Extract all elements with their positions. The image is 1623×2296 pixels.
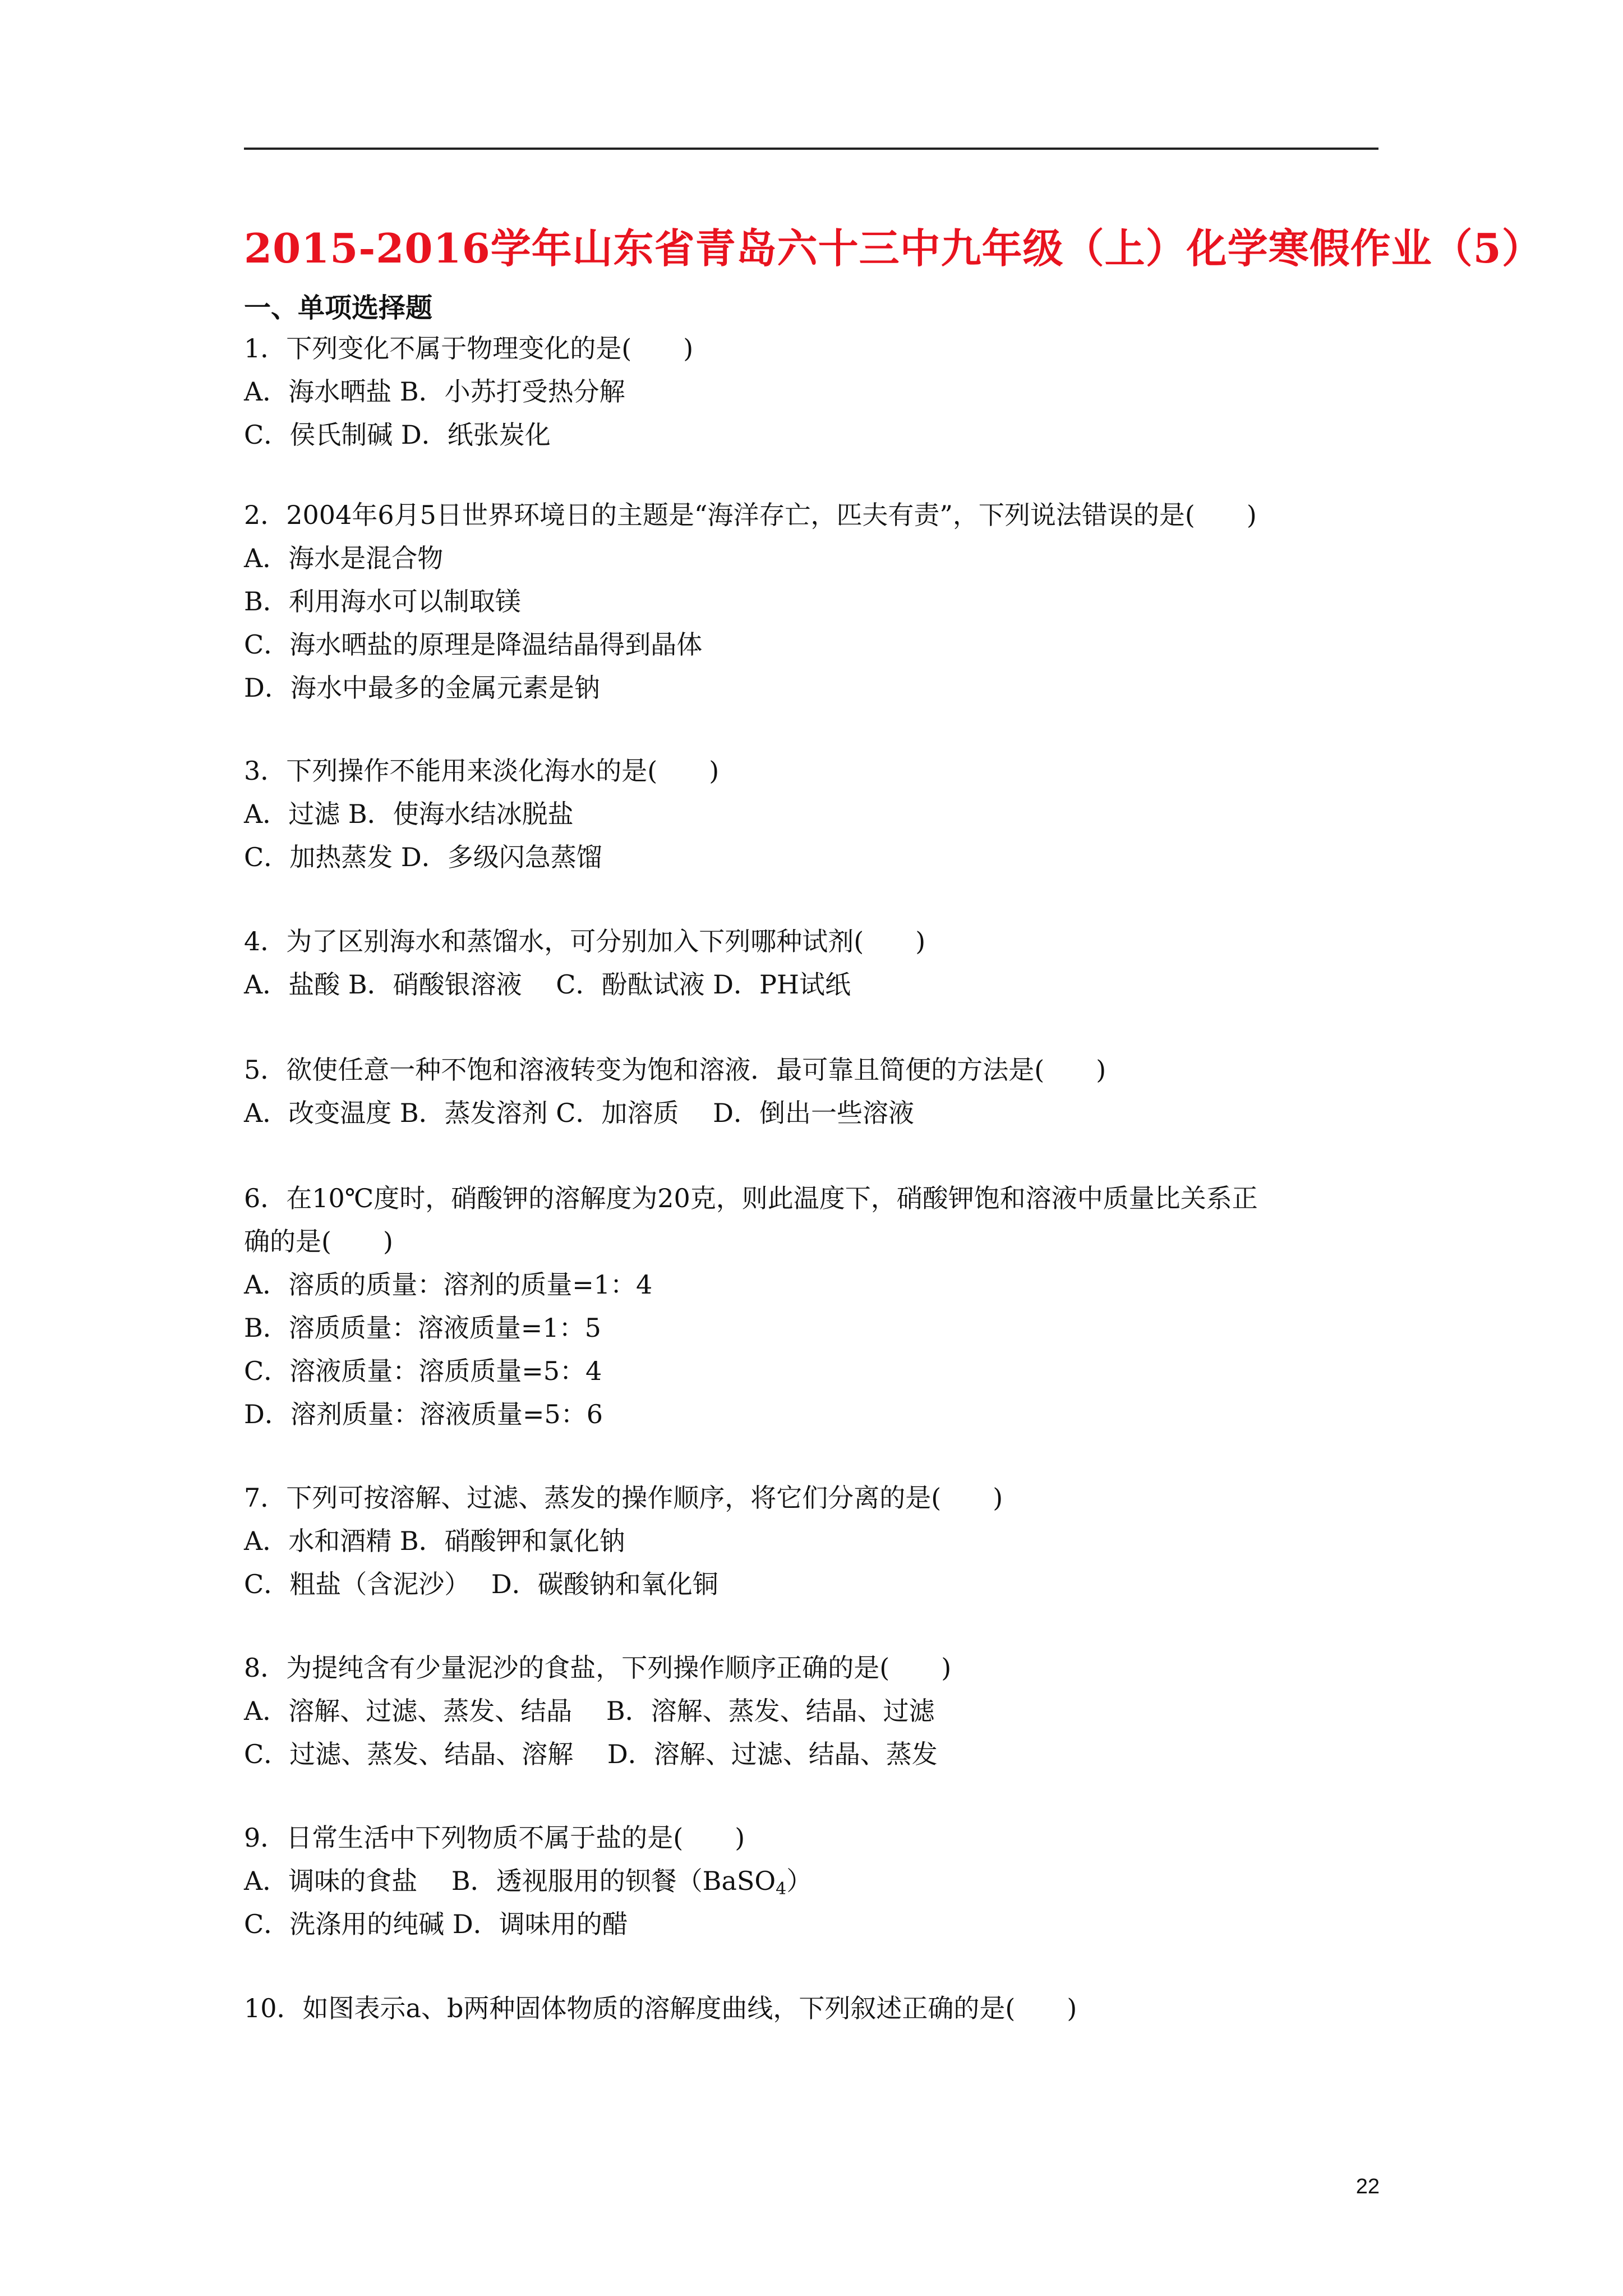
question-stem: 7．下列可按溶解、过滤、蒸发的操作顺序，将它们分离的是( ) (244, 1483, 1003, 1513)
question-option: C．洗涤用的纯碱 D．调味用的醋 (244, 1909, 628, 1939)
question-option: A．改变温度 B．蒸发溶剂 C．加溶质 D．倒出一些溶液 (244, 1098, 914, 1128)
question-option: A．盐酸 B．硝酸银溶液 C．酚酞试液 D．PH试纸 (244, 969, 851, 1000)
question-option: A．溶解、过滤、蒸发、结晶 B．溶解、蒸发、结晶、过滤 (244, 1696, 935, 1726)
question-9 (244, 1816, 1422, 1946)
question-stem-continued: 确的是( ) (244, 1226, 393, 1257)
question-5 (244, 1048, 1422, 1135)
question-stem: 4．为了区别海水和蒸馏水，可分别加入下列哪种试剂( ) (244, 926, 926, 956)
question-6 (244, 1177, 1422, 1436)
question-option: A．过滤 B．使海水结冰脱盐 (244, 799, 574, 829)
question-option: A．海水晒盐 B．小苏打受热分解 (244, 376, 625, 407)
question-4 (244, 920, 1422, 1006)
question-option: C．侯氏制碱 D．纸张炭化 (244, 420, 551, 450)
question-8 (244, 1646, 1422, 1776)
question-option: A．溶质的质量：溶剂的质量=1：4 (244, 1269, 653, 1300)
question-option (244, 1860, 1422, 1903)
page-title: 2015-2016学年山东省青岛六十三中九年级（上）化学寒假作业（5） (244, 224, 1543, 272)
question-stem: 5．欲使任意一种不饱和溶液转变为饱和溶液．最可靠且简便的方法是( ) (244, 1055, 1106, 1085)
question-option: C．粗盐（含泥沙） D．碳酸钠和氧化铜 (244, 1569, 718, 1599)
question-option: C．溶液质量：溶质质量=5：4 (244, 1356, 602, 1386)
question-option: D．溶剂质量：溶液质量=5：6 (244, 1399, 603, 1429)
question-stem: 6．在10℃度时，硝酸钾的溶解度为20克，则此温度下，硝酸钾饱和溶液中质量比关系正 (244, 1183, 1258, 1213)
question-option: A．水和酒精 B．硝酸钾和氯化钠 (244, 1526, 625, 1556)
question-1 (244, 327, 1422, 457)
page-number: 22 (1355, 2175, 1380, 2198)
question-10 (244, 1987, 1422, 2030)
question-stem: 2．2004年6月5日世界环境日的主题是“海洋存亡，匹夫有责”，下列说法错误的是( ) (244, 500, 1257, 530)
question-stem: 1．下列变化不属于物理变化的是( ) (244, 333, 694, 364)
subscript-4: 4 (776, 1879, 787, 1899)
question-stem: 10．如图表示a、b两种固体物质的溶解度曲线，下列叙述正确的是( ) (244, 1993, 1077, 2023)
question-stem: 9．日常生活中下列物质不属于盐的是( ) (244, 1823, 745, 1853)
question-7 (244, 1476, 1422, 1606)
header-rule (244, 148, 1378, 150)
question-stem: 3．下列操作不能用来淡化海水的是( ) (244, 756, 720, 786)
option-text-end: ） (786, 1866, 813, 1896)
question-stem: 8．为提纯含有少量泥沙的食盐，下列操作顺序正确的是( ) (244, 1653, 952, 1683)
question-2 (244, 494, 1422, 710)
section-heading: 一、单项选择题 (244, 292, 433, 324)
option-text: A．调味的食盐 B．透视服用的钡餐（BaSO (244, 1866, 776, 1896)
question-option: C．加热蒸发 D．多级闪急蒸馏 (244, 842, 602, 872)
question-option: B．利用海水可以制取镁 (244, 586, 521, 616)
question-3 (244, 749, 1422, 879)
question-option: D．海水中最多的金属元素是钠 (244, 673, 600, 703)
question-option: C．过滤、蒸发、结晶、溶解 D．溶解、过滤、结晶、蒸发 (244, 1739, 938, 1769)
question-option: B．溶质质量：溶液质量=1：5 (244, 1313, 601, 1343)
question-option: C．海水晒盐的原理是降温结晶得到晶体 (244, 629, 703, 660)
question-option: A．海水是混合物 (244, 543, 444, 573)
